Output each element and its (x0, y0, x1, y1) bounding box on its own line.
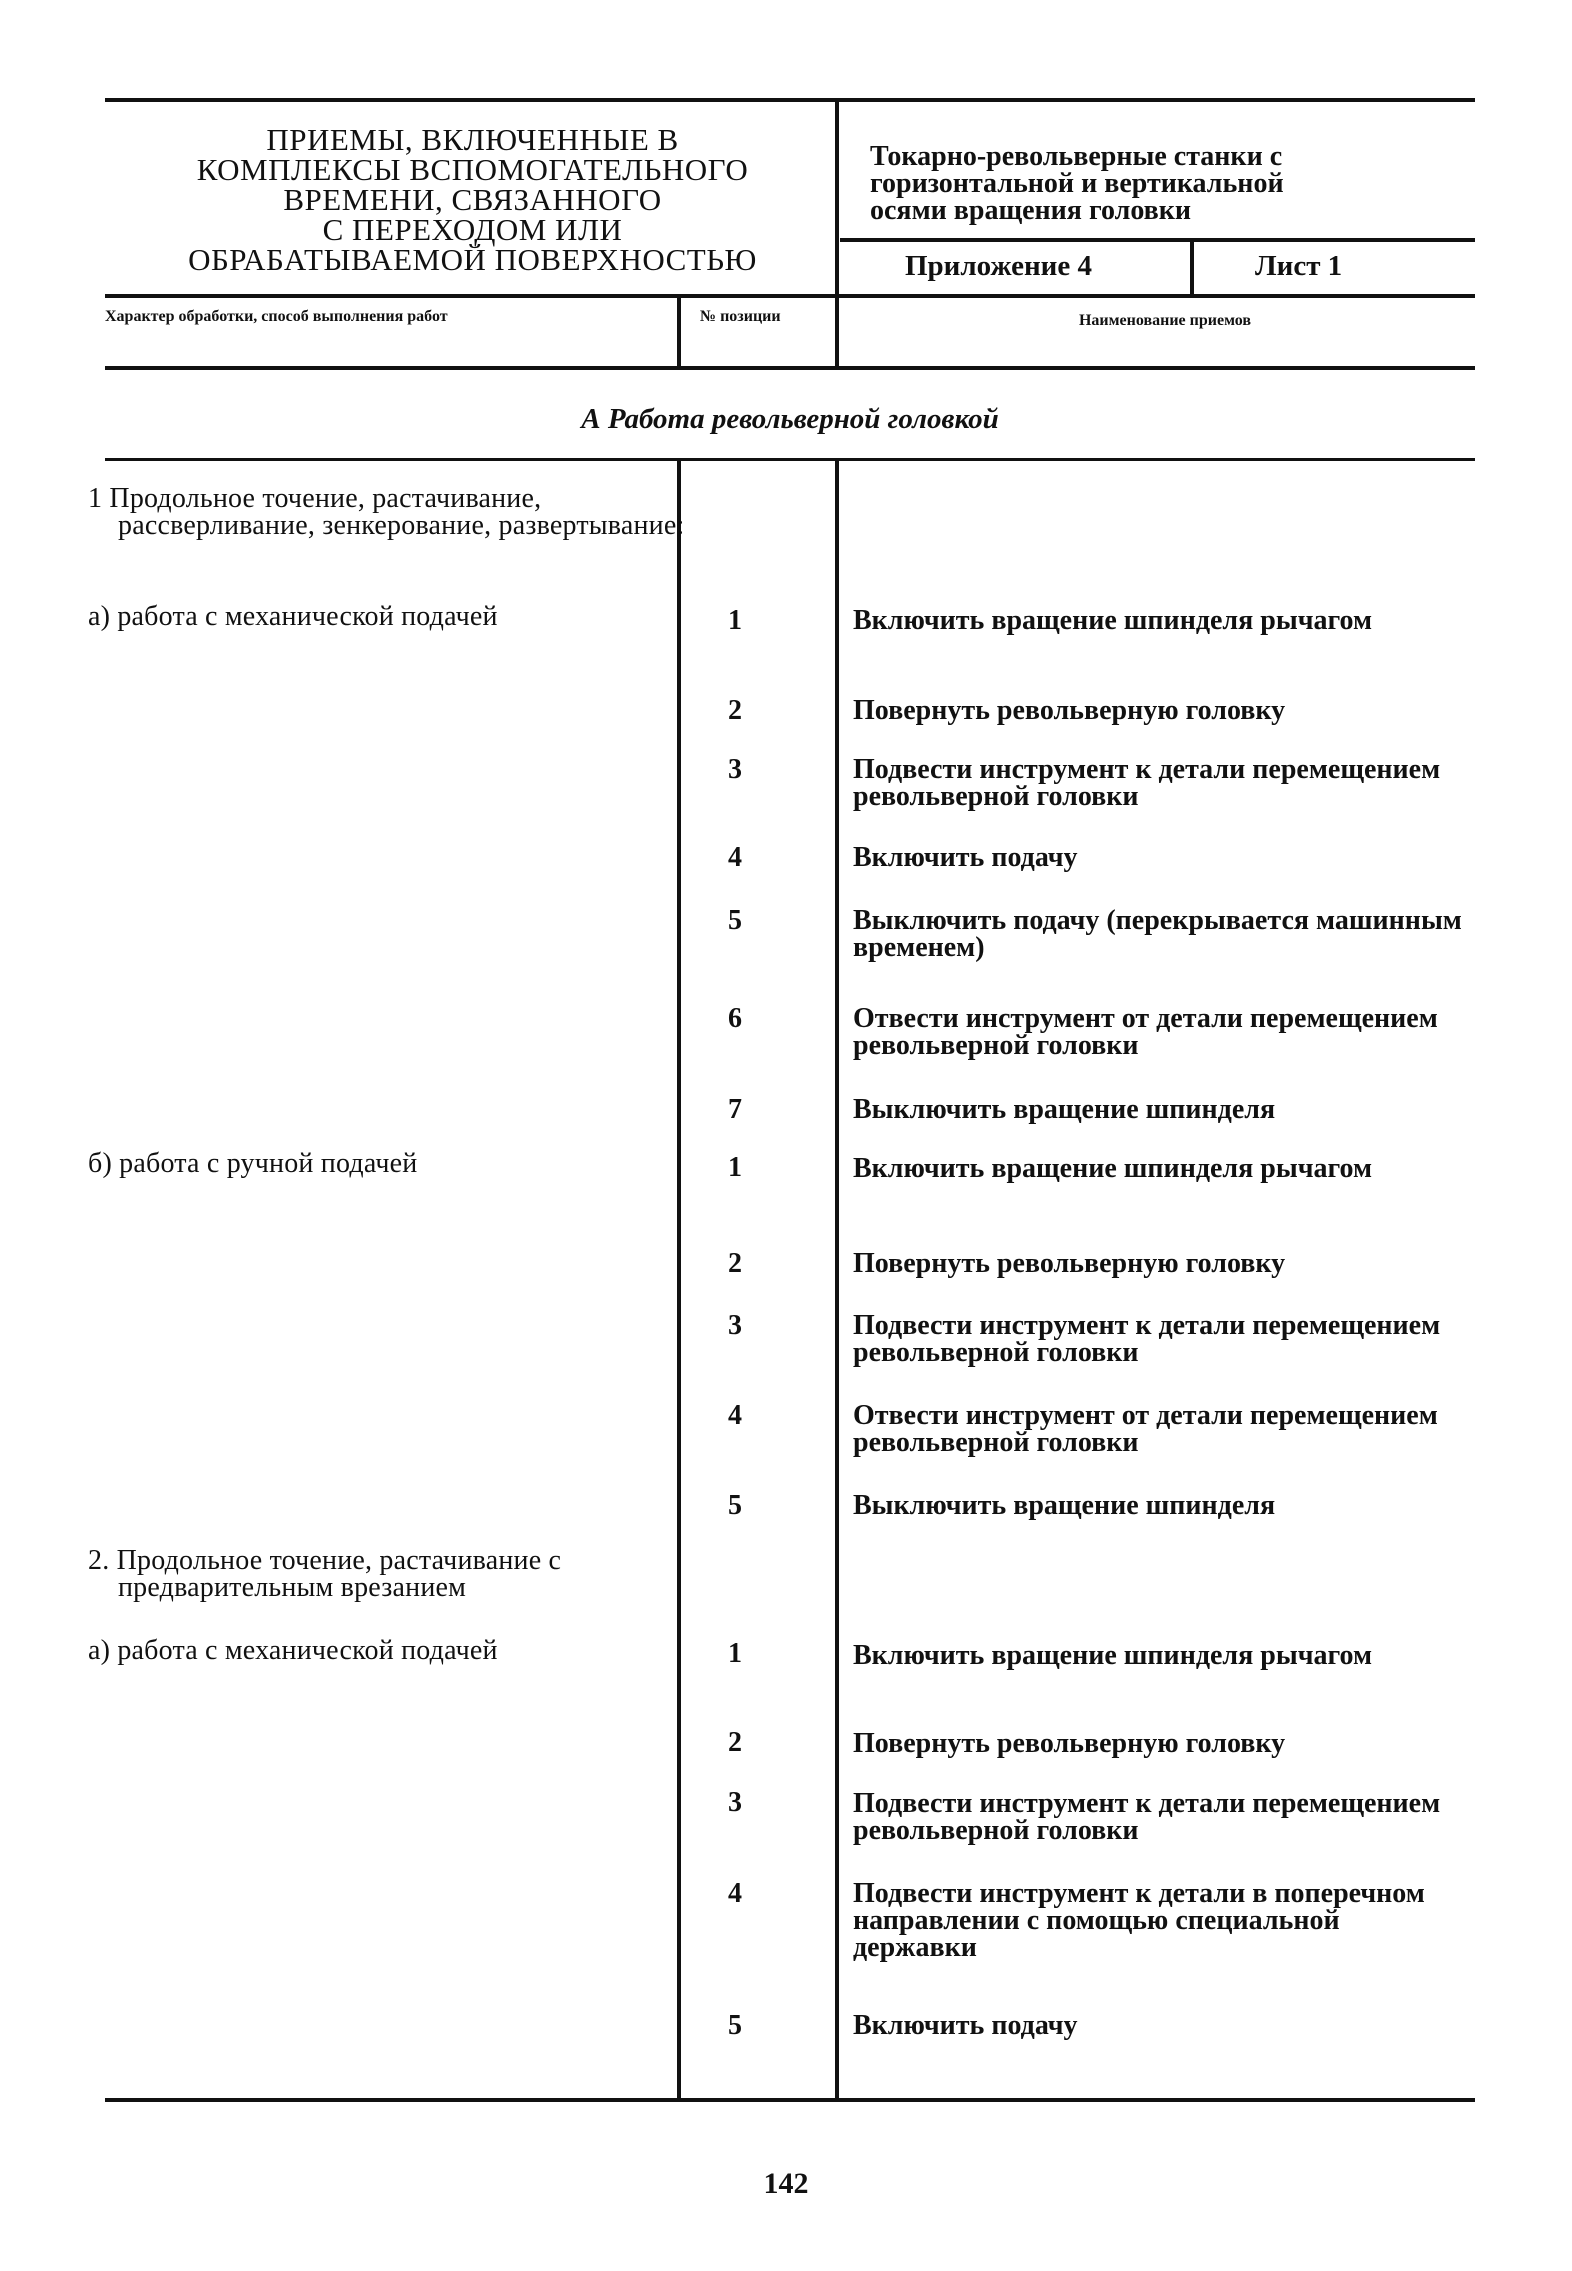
title-line: С ПЕРЕХОДОМ ИЛИ (322, 212, 623, 247)
sheet-label: Лист 1 (1255, 250, 1343, 282)
step-text: Отвести инструмент от детали перемещением револьверной головки (853, 1400, 1438, 1458)
header-left-title (105, 122, 840, 277)
step-text: Подвести инструмент к детали в поперечном направлении с помощью специальной державки (853, 1878, 1425, 1963)
step-number: 2 (728, 1727, 742, 1758)
step-number: 3 (728, 754, 742, 785)
subgroup-label: а) работа с механической подачей (88, 601, 498, 632)
step-text: Подвести инструмент к детали перемещением револьверной головки (853, 754, 1441, 812)
column-divider-left (677, 298, 681, 368)
column-divider-right (835, 460, 839, 2100)
header-bottom-rule (105, 294, 1475, 298)
title-line: КОМПЛЕКСЫ ВСПОМОГАТЕЛЬНОГО (196, 152, 749, 187)
appendix-divider (1190, 240, 1194, 296)
title-line: Токарно-револьверные станки с (870, 141, 1283, 172)
step-text: Выключить подачу (перекрывается машинным временем) (853, 905, 1462, 963)
appendix-top-rule (840, 238, 1475, 242)
column-header-name: Наименование приемов (1078, 312, 1252, 329)
step-text: Повернуть револьверную головку (853, 1248, 1286, 1279)
column-header-number: № позиции (700, 308, 781, 325)
step-number: 2 (728, 1248, 742, 1279)
column-header-character: Характер обработки, способ выполнения работ (105, 308, 448, 325)
step-number: 1 (728, 605, 742, 636)
step-number: 4 (728, 842, 742, 873)
step-text: Подвести инструмент к детали перемещением револьверной головки (853, 1788, 1441, 1846)
title-line: осями вращения головки (870, 195, 1192, 226)
step-number: 1 (728, 1152, 742, 1183)
header-right-title (870, 143, 1470, 224)
column-divider-left (677, 460, 681, 2100)
step-text: Повернуть револьверную головку (853, 695, 1286, 726)
step-number: 4 (728, 1400, 742, 1431)
step-text: Повернуть револьверную головку (853, 1728, 1286, 1759)
step-text: Включить вращение шпинделя рычагом (853, 605, 1373, 636)
section-title: А Работа револьверной головкой (581, 403, 999, 435)
step-number: 5 (728, 905, 742, 936)
appendix-label: Приложение 4 (905, 250, 1092, 282)
step-number: 7 (728, 1094, 742, 1125)
section-rule (105, 458, 1475, 461)
step-number: 3 (728, 1310, 742, 1341)
title-line: ОБРАБАТЫВАЕМОЙ ПОВЕРХНОСТЬЮ (188, 242, 757, 277)
step-number: 6 (728, 1003, 742, 1034)
step-text: Отвести инструмент от детали перемещением револьверной головки (853, 1003, 1438, 1061)
step-number: 1 (728, 1638, 742, 1669)
step-number: 4 (728, 1878, 742, 1909)
step-number: 5 (728, 2010, 742, 2041)
step-text: Включить подачу (853, 2010, 1078, 2041)
column-header-rule (105, 366, 1475, 370)
step-text: Выключить вращение шпинделя (853, 1490, 1276, 1521)
page-number: 142 (763, 2167, 809, 2200)
step-text: Выключить вращение шпинделя (853, 1094, 1276, 1125)
group-heading: 2. Продольное точение, растачивание с предварительным врезанием (88, 1545, 562, 1603)
title-line: ВРЕМЕНИ, СВЯЗАННОГО (283, 182, 662, 217)
title-line: горизонтальной и вертикальной (870, 168, 1284, 199)
subgroup-label: а) работа с механической подачей (88, 1635, 498, 1666)
step-number: 3 (728, 1787, 742, 1818)
step-text: Включить вращение шпинделя рычагом (853, 1153, 1373, 1184)
step-number: 2 (728, 695, 742, 726)
bottom-rule (105, 2098, 1475, 2102)
step-number: 5 (728, 1490, 742, 1521)
step-text: Включить подачу (853, 842, 1078, 873)
top-rule (105, 98, 1475, 102)
subgroup-label: б) работа с ручной подачей (88, 1148, 418, 1179)
step-text: Подвести инструмент к детали перемещением револьверной головки (853, 1310, 1441, 1368)
group-heading: 1 Продольное точение, растачивание, рассверливание, зенкерование, развертывание: (88, 483, 685, 541)
title-line: ПРИЕМЫ, ВКЛЮЧЕННЫЕ В (266, 122, 679, 157)
column-divider-right (835, 98, 839, 368)
step-text: Включить вращение шпинделя рычагом (853, 1640, 1373, 1671)
